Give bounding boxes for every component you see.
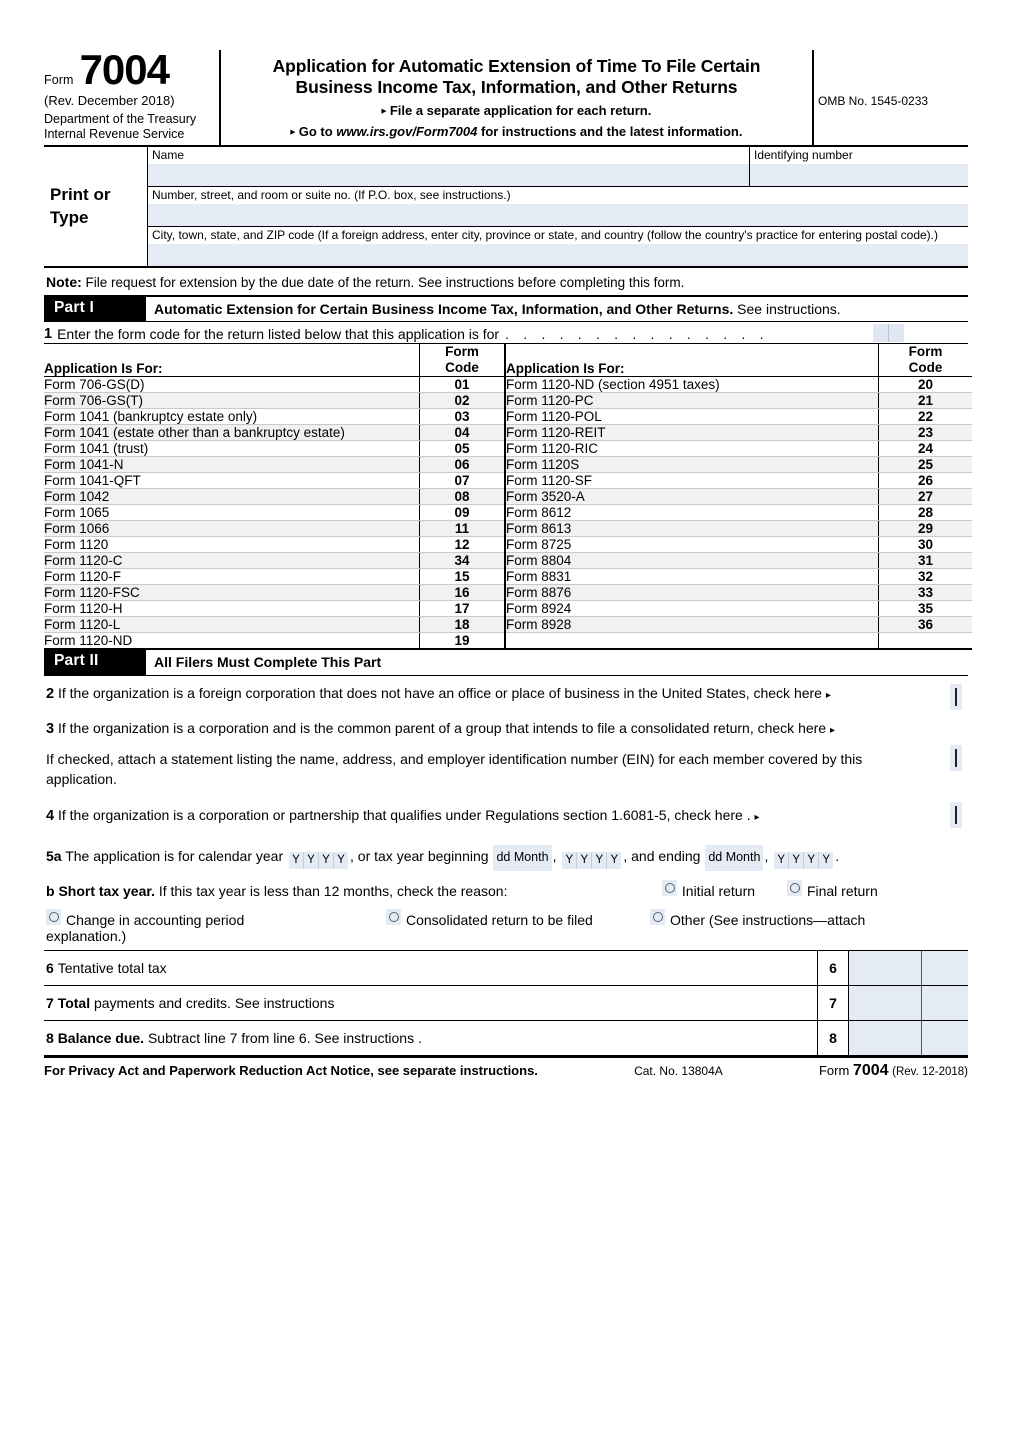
department-line-1: Department of the Treasury [44,111,197,126]
right-app-cell: Form 8612 [505,505,879,521]
right-app-cell: Form 1120-POL [505,409,879,425]
amount-cents-input[interactable] [922,1021,968,1055]
line-1-number: 1 [44,325,53,342]
form-title-line-1: Application for Automatic Extension of Time To File Certain [272,56,761,76]
table-row [44,537,972,553]
city-cell [148,227,968,266]
print-or-type-line-2: Type [50,207,89,227]
entity-row-name [148,147,968,187]
left-code-cell: 34 [420,553,506,569]
amount-line-6 [44,950,968,986]
header-subline-1 [227,103,806,120]
part-2-title-text: All Filers Must Complete This Part [154,654,382,671]
left-code-header [420,344,506,377]
reason-other-label: Other (See instructions—attach [670,911,866,928]
reason-other[interactable] [650,909,865,928]
print-or-type-label [44,147,147,265]
right-app-cell: Form 8804 [505,553,879,569]
left-code-cell: 08 [420,489,506,505]
table-row [44,457,972,473]
form-number: 7004 [79,46,170,93]
reason-initial-return-label: Initial return [681,882,756,899]
form-footer [44,1056,968,1080]
year-digit-2[interactable]: Y [304,852,319,869]
line-2-number: 2 [46,685,55,702]
right-app-cell: Form 8924 [505,601,879,617]
header-title-block [221,50,814,145]
right-code-cell: 27 [879,489,973,505]
amount-dollars-input[interactable] [849,986,922,1020]
reason-other-continuation: explanation.) [46,927,127,944]
left-code-cell: 17 [420,601,506,617]
note-label: Note: [46,273,82,290]
line-5a-row: 5a The application is for calendar year Y Y Y Y , or tax year beginning dd Month , Y Y Y Y , and ending dd Month , Y Y Y Y . [44,833,968,874]
table-row [44,377,972,393]
triangle-bullet-icon: ▸ [381,105,387,116]
left-app-cell: Form 1120-C [44,553,420,569]
left-app-cell: Form 1120-F [44,569,420,585]
line-5a-mid: , or tax year beginning [350,848,489,865]
left-app-cell: Form 1120-H [44,601,420,617]
right-code-cell: 29 [879,521,973,537]
form-revision-date: (Rev. December 2018) [44,92,175,108]
part-1-title-bold: Automatic Extension for Certain Business Income Tax, Information, and Other Returns. [154,300,734,317]
right-app-cell: Form 1120-ND (section 4951 taxes) [505,377,879,393]
street-label: Number, street, and room or suite no. (If P.O. box, see instructions.) [152,188,511,203]
footer-form-word: Form [818,1062,850,1078]
right-app-cell: Form 3520-A [505,489,879,505]
right-code-cell: 31 [879,553,973,569]
footer-form-number: 7004 [852,1061,889,1079]
line-5b-row [44,874,968,901]
right-code-cell: 24 [879,441,973,457]
table-row [44,585,972,601]
goto-suffix: for instructions and the latest information. [477,123,743,139]
line-2-text: If the organization is a foreign corporation that does not have an office or place of business in the United States, check here [57,684,822,701]
identifying-number-label: Identifying number [754,148,853,163]
right-code-cell: 30 [879,537,973,553]
left-app-cell: Form 1042 [44,489,420,505]
left-app-cell: Form 1041 (estate other than a bankruptcy estate) [44,425,420,441]
line-4-row [44,793,968,833]
table-row [44,409,972,425]
table-row [44,617,972,633]
reason-final-return-label: Final return [806,882,878,899]
amount-line-emphasis: Balance due. [57,1029,145,1046]
amount-line-number: 6 [817,951,849,985]
right-app-cell: Form 8613 [505,521,879,537]
amount-lines [44,950,968,1056]
amount-line-text: Tentative total tax [57,959,167,976]
year-digit-4[interactable]: Y [819,852,833,869]
end-year-input[interactable] [774,852,833,869]
part-1-header [44,297,968,322]
right-code-cell: 32 [879,569,973,585]
left-code-cell: 03 [420,409,506,425]
radio-icon[interactable] [386,909,401,925]
line-3-row [44,711,968,746]
entity-row-street [148,187,968,227]
line-4-checkbox[interactable] [950,802,962,828]
reason-initial-return[interactable] [662,880,755,899]
line-5b-reasons-row-2 [44,901,968,928]
radio-icon[interactable] [787,880,802,896]
line-2-arrow-icon: ▸ [825,689,831,701]
left-code-cell: 09 [420,505,506,521]
year-digit-1[interactable]: Y [774,852,789,869]
year-digit-4[interactable]: Y [607,852,621,869]
amount-line-label-bold: 8 [46,1029,58,1046]
right-app-cell: Form 8831 [505,569,879,585]
code-table-header-row [44,344,972,377]
left-code-cell: 15 [420,569,506,585]
goto-label: Go to [298,123,337,139]
left-app-cell: Form 1041-N [44,457,420,473]
amount-line-emphasis: Total [57,994,91,1011]
year-digit-1[interactable]: Y [562,852,577,869]
amount-cents-input[interactable] [922,986,968,1020]
amount-line-label-bold: 7 [46,994,58,1011]
omb-block [814,50,968,145]
name-label: Name [152,148,185,163]
left-code-cell: 07 [420,473,506,489]
form-sheet [44,46,968,1080]
table-row [44,553,972,569]
right-code-cell: 23 [879,425,973,441]
left-code-cell: 12 [420,537,506,553]
form-header [44,46,968,147]
left-code-cell: 05 [420,441,506,457]
table-row [44,505,972,521]
left-code-cell: 16 [420,585,506,601]
privacy-act-notice: For Privacy Act and Paperwork Reduction Act Notice, see separate instructions. [44,1062,538,1078]
line-5a-number: 5a [46,848,62,865]
left-code-cell: 01 [420,377,506,393]
year-digit-4[interactable]: Y [334,852,348,869]
right-code-cell: 22 [879,409,973,425]
name-cell [148,147,749,186]
reason-consolidated-return-label: Consolidated return to be filed [406,911,593,928]
left-app-cell: Form 1120-ND [44,633,420,650]
amount-line-number: 8 [817,1021,849,1055]
right-app-cell: Form 8928 [505,617,879,633]
form-word-label: Form [44,73,74,87]
catalog-number: Cat. No. 13804A [634,1063,723,1078]
line-5b-text: If this tax year is less than 12 months, check the reason: [158,882,508,899]
table-row [44,569,972,585]
year-digit-1[interactable]: Y [289,852,304,869]
left-app-cell: Form 1065 [44,505,420,521]
amount-cents-input[interactable] [922,951,968,985]
left-app-cell: Form 1120-FSC [44,585,420,601]
line-2-checkbox[interactable] [950,684,962,710]
line-4-text: If the organization is a corporation or partnership that qualifies under Regulations section 1.6081-5, check here . [57,807,751,824]
right-app-cell: Form 1120-RIC [505,441,879,457]
right-code-cell: 21 [879,393,973,409]
left-app-cell: Form 1120-L [44,617,420,633]
table-row [44,601,972,617]
right-app-header: Application Is For: [505,344,879,377]
header-subline-2 [227,124,806,141]
table-row [44,441,972,457]
checkbox-icon[interactable] [955,688,957,706]
radio-icon[interactable] [662,880,677,896]
part-2-title [146,650,381,674]
table-row [44,425,972,441]
calendar-year-input[interactable] [289,852,348,869]
footer-revision: (Rev. 12-2018) [892,1065,968,1078]
street-cell [148,187,968,226]
left-app-header: Application Is For: [44,344,420,377]
amount-line-text: payments and credits. See instructions [90,994,335,1011]
amount-line-number: 7 [817,986,849,1020]
line-1-text: Enter the form code for the return listed below that this application is for [57,325,500,342]
form-title-line-2: Business Income Tax, Information, and Other Returns [295,77,738,98]
form-code-digit-2[interactable] [889,324,904,342]
left-code-header-line-1: Form [445,343,479,359]
part-2-tag: Part II [44,650,146,674]
line-4-arrow-icon: ▸ [754,812,760,824]
irs-url[interactable]: www.irs.gov/Form7004 [336,123,478,139]
right-code-header-line-2: Code [908,360,943,376]
reason-consolidated-return[interactable] [386,909,650,928]
year-digit-2[interactable]: Y [577,852,592,869]
year-digit-3[interactable]: Y [319,852,334,869]
right-app-cell: Form 1120S [505,457,879,473]
reason-change-accounting-period[interactable] [46,909,386,928]
header-subline-1-text: File a separate application for each return. [389,102,652,118]
left-app-cell: Form 1041 (trust) [44,441,420,457]
right-code-cell: 33 [879,585,973,601]
right-code-cell: 20 [879,377,973,393]
table-row [44,521,972,537]
line-1-row [44,322,968,344]
entity-row-city [148,227,968,266]
amount-line-label [44,1021,817,1055]
city-label: City, town, state, and ZIP code (If a foreign address, enter city, province or state, and country (follow the country's practice for entering postal code).) [152,227,939,242]
left-app-cell: Form 706-GS(T) [44,393,420,409]
print-or-type-line-1: Print or [50,184,111,204]
amount-line-label [44,986,817,1020]
table-row [44,473,972,489]
right-app-cell: Form 1120-REIT [505,425,879,441]
line-5a-end: . [835,848,840,865]
year-digit-2[interactable]: Y [789,852,804,869]
part-2-header [44,650,968,675]
part-1-tag: Part I [44,297,146,321]
table-row [44,489,972,505]
footer-form-id [819,1062,968,1080]
line-2-row [44,676,968,711]
right-code-header [879,344,973,377]
omb-number: OMB No. 1545-0233 [818,94,929,108]
year-digit-3[interactable]: Y [592,852,607,869]
form-code-input[interactable] [873,324,904,342]
line-1-leader-dots: . . . . . . . . . . . . . . . [505,325,769,342]
begin-month-input[interactable]: dd Month [493,845,551,871]
end-month-input[interactable]: dd Month [705,845,763,871]
part-1-title [146,297,841,321]
reason-final-return[interactable] [787,880,878,899]
right-app-cell [505,633,879,650]
begin-year-input[interactable] [562,852,621,869]
left-app-cell: Form 1041 (bankruptcy estate only) [44,409,420,425]
part-1-title-rest: See instructions. [733,300,841,317]
left-code-cell: 19 [420,633,506,650]
line-5a-pre: The application is for calendar year [65,848,284,865]
right-code-cell: 26 [879,473,973,489]
note-text: File request for extension by the due date of the return. See instructions before completing this form. [85,274,685,290]
line-3-text: If the organization is a corporation and is the common parent of a group that intends to file a consolidated return, check here [57,719,827,736]
table-row [44,633,972,650]
amount-dollars-input[interactable] [849,1021,922,1055]
left-code-header-line-2: Code [445,360,479,376]
left-app-cell: Form 1066 [44,521,420,537]
left-app-cell: Form 1120 [44,537,420,553]
street-input[interactable] [148,204,968,226]
left-code-cell: 02 [420,393,506,409]
right-app-cell: Form 1120-PC [505,393,879,409]
amount-line-7 [44,986,968,1021]
line-4-number: 4 [46,808,55,825]
line-5b-bold: Short tax year. [58,882,155,899]
right-code-cell: 36 [879,617,973,633]
city-input[interactable] [148,244,968,266]
right-code-cell: 25 [879,457,973,473]
triangle-bullet-icon-2: ▸ [290,126,296,137]
form-number-line [44,46,219,93]
line-3-note: If checked, attach a statement listing the name, address, and employer identification number (EIN) for each member covered by this application. [46,750,863,787]
left-app-cell: Form 1041-QFT [44,473,420,489]
amount-dollars-input[interactable] [849,951,922,985]
entity-information-block [44,147,968,267]
line-5b-letter: b [46,882,55,899]
right-app-cell: Form 1120-SF [505,473,879,489]
checkbox-icon[interactable] [955,806,957,824]
department-block [44,112,219,142]
line-3-arrow-icon: ▸ [830,724,836,736]
form-code-table [44,344,972,650]
form-code-digit-1[interactable] [873,324,889,342]
amount-line-text: Subtract line 7 from line 6. See instructions . [144,1029,422,1046]
radio-icon[interactable] [46,909,61,925]
right-code-cell: 35 [879,601,973,617]
name-input[interactable] [148,164,749,186]
left-app-cell: Form 706-GS(D) [44,377,420,393]
department-line-2: Internal Revenue Service [44,126,185,141]
right-app-cell: Form 8876 [505,585,879,601]
amount-line-label [44,951,817,985]
identifying-number-cell [749,147,968,186]
right-code-cell [879,633,973,650]
right-code-header-line-1: Form [908,343,943,359]
header-identity-block [44,46,221,145]
radio-icon[interactable] [650,909,665,925]
amount-line-label-bold: 6 [46,959,58,976]
amount-line-8 [44,1021,968,1056]
line-5a-mid-2: , and ending [623,848,701,865]
identifying-number-input[interactable] [750,164,968,186]
line-3-number: 3 [46,720,55,737]
year-digit-3[interactable]: Y [804,852,819,869]
left-code-cell: 04 [420,425,506,441]
left-code-cell: 11 [420,521,506,537]
entity-fields [147,147,968,265]
right-code-cell: 28 [879,505,973,521]
left-code-cell: 06 [420,457,506,473]
code-table-body [44,377,972,650]
left-code-cell: 18 [420,617,506,633]
right-app-cell: Form 8725 [505,537,879,553]
note-row [44,268,968,297]
table-row [44,393,972,409]
reason-change-accounting-period-label: Change in accounting period [66,911,245,928]
